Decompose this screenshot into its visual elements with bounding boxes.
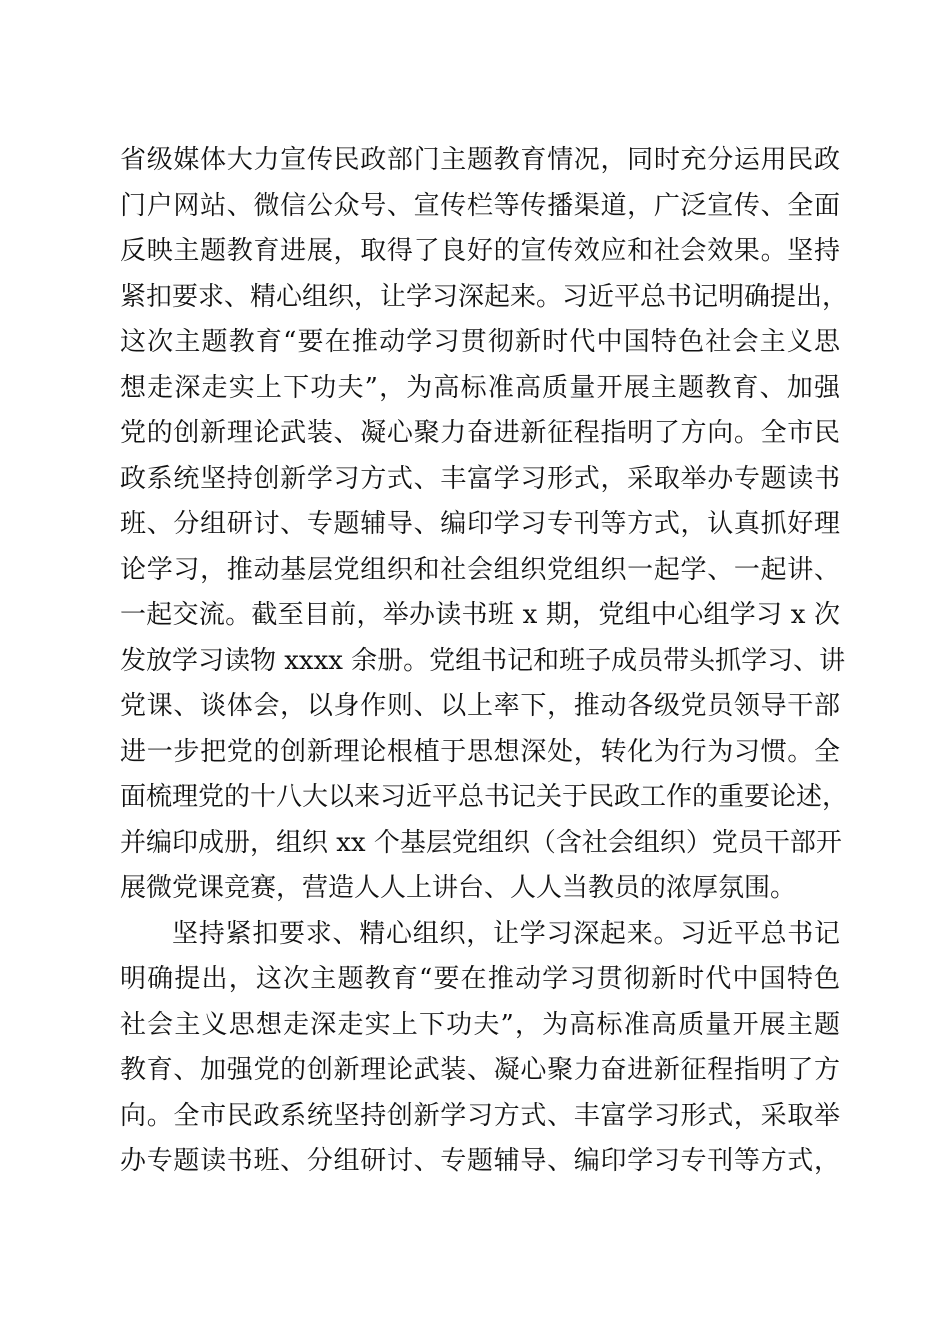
- paragraph-1: [120, 138, 849, 912]
- paragraph-2: [120, 912, 840, 1185]
- text-line: 这次主题教育“要在推动学习贯彻新时代中国特色社会主义思: [120, 327, 840, 357]
- text-line: 向。全市民政系统坚持创新学习方式、丰富学习形式，采取举: [120, 1100, 840, 1131]
- text-line: 想走深走实上下功夫”，为高标准高质量开展主题教育、加强: [120, 372, 840, 403]
- text-line: 党的创新理论武装、凝心聚力奋进新征程指明了方向。全市民: [120, 418, 840, 448]
- text-line: 坚持紧扣要求、精心组织，让学习深起来。习近平总书记: [172, 918, 840, 949]
- text-line: 进一步把党的创新理论根植于思想深处，转化为行为习惯。全: [120, 736, 840, 767]
- text-line: 反映主题教育进展，取得了良好的宣传效应和社会效果。坚持: [120, 236, 840, 266]
- text-line: 党课、谈体会，以身作则、以上率下，推动各级党员领导干部: [120, 691, 840, 721]
- text-line: 班、分组研讨、专题辅导、编印学习专刊等方式，认真抓好理: [120, 509, 840, 539]
- text-line: 并编印成册，组织 xx 个基层党组织（含社会组织）党员干部开: [120, 827, 842, 858]
- text-line: 社会主义思想走深走实上下功夫”，为高标准高质量开展主题: [120, 1009, 840, 1040]
- text-line: 省级媒体大力宣传民政部门主题教育情况，同时充分运用民政: [120, 145, 840, 175]
- text-line: 政系统坚持创新学习方式、丰富学习形式，采取举办专题读书: [120, 463, 840, 494]
- text-line: 办专题读书班、分组研讨、专题辅导、编印学习专刊等方式，: [120, 1146, 840, 1176]
- text-line: 明确提出，这次主题教育“要在推动学习贯彻新时代中国特色: [120, 964, 840, 994]
- text-line: 一起交流。截至目前，举办读书班 x 期，党组中心组学习 x 次: [120, 600, 840, 630]
- text-line: 教育、加强党的创新理论武装、凝心聚力奋进新征程指明了方: [120, 1055, 840, 1085]
- text-line: 面梳理党的十八大以来习近平总书记关于民政工作的重要论述，: [120, 782, 849, 812]
- text-line: 论学习，推动基层党组织和社会组织党组织一起学、一起讲、: [120, 554, 840, 585]
- text-line: 紧扣要求、精心组织，让学习深起来。习近平总书记明确提出，: [120, 281, 849, 312]
- text-line: 发放学习读物 xxxx 余册。党组书记和班子成员带头抓学习、讲: [120, 645, 846, 676]
- text-line: 展微党课竞赛，营造人人上讲台、人人当教员的浓厚氛围。: [120, 873, 797, 903]
- text-line: 门户网站、微信公众号、宣传栏等传播渠道，广泛宣传、全面: [120, 190, 840, 221]
- body-text: [120, 138, 849, 1185]
